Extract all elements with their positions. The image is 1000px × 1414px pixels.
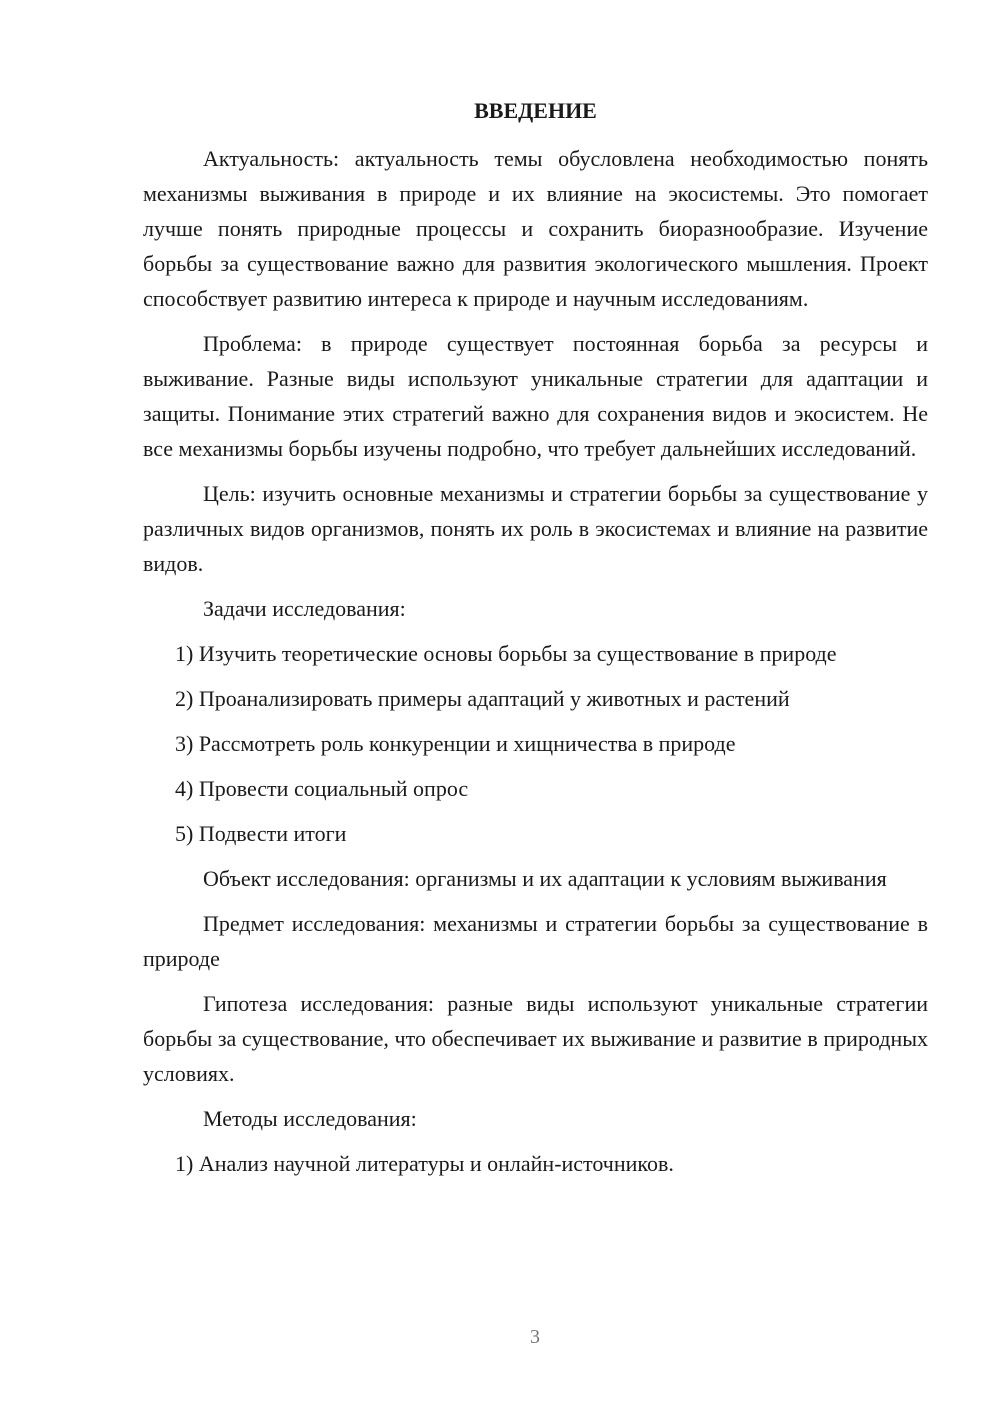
object-paragraph: Объект исследования: организмы и их адаптации к условиям выживания bbox=[203, 866, 887, 891]
list-item: 3) Рассмотреть роль конкуренции и хищничества в природе bbox=[175, 731, 736, 756]
methods-list bbox=[143, 1146, 928, 1181]
list-item: 2) Проанализировать примеры адаптаций у животных и растений bbox=[175, 686, 790, 711]
subject-paragraph: Предмет исследования: механизмы и стратегии борьбы за существование в природе bbox=[143, 911, 928, 971]
section-title: ВВЕДЕНИЕ bbox=[474, 98, 597, 123]
relevance-paragraph: Актуальность: актуальность темы обусловлена необходимостью понять механизмы выживания в природе и их влияние на экосистемы. Это помогает лучше понять природные процессы и сохранить биоразнообразие. Изучение борьбы за существование важно для развития экологического мышления. Проект способствует развитию интереса к природе и научным исследованиям. bbox=[143, 146, 928, 311]
page-number: 3 bbox=[530, 1326, 540, 1348]
document-page bbox=[143, 96, 928, 1191]
list-item: 5) Подвести итоги bbox=[175, 821, 347, 846]
list-item: 1) Изучить теоретические основы борьбы за существование в природе bbox=[175, 641, 837, 666]
list-item: 1) Анализ научной литературы и онлайн-источников. bbox=[175, 1151, 674, 1176]
methods-heading: Методы исследования: bbox=[203, 1106, 417, 1131]
problem-paragraph: Проблема: в природе существует постоянная борьба за ресурсы и выживание. Разные виды используют уникальные стратегии для адаптации и защиты. Понимание этих стратегий важно для сохранения видов и экосистем. Не все механизмы борьбы изучены подробно, что требует дальнейших исследований. bbox=[143, 331, 928, 461]
tasks-heading: Задачи исследования: bbox=[203, 596, 406, 621]
tasks-list bbox=[143, 636, 928, 851]
goal-paragraph: Цель: изучить основные механизмы и стратегии борьбы за существование у различных видов организмов, понять их роль в экосистемах и влияние на развитие видов. bbox=[143, 481, 928, 576]
hypothesis-paragraph: Гипотеза исследования: разные виды используют уникальные стратегии борьбы за существование, что обеспечивает их выживание и развитие в природных условиях. bbox=[143, 991, 928, 1086]
list-item: 4) Провести социальный опрос bbox=[175, 776, 469, 801]
